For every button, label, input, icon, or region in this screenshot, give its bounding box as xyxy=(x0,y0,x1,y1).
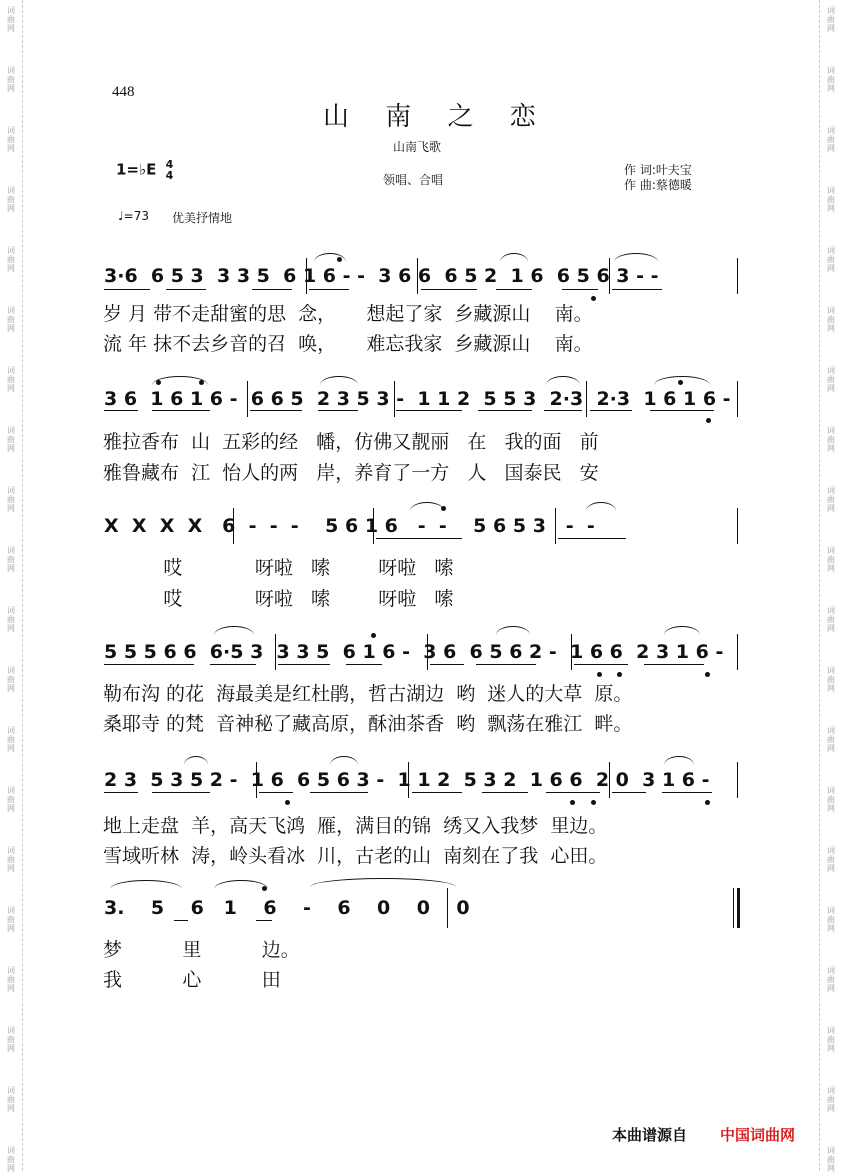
source-label: 本曲谱源自 xyxy=(612,1126,688,1144)
slur xyxy=(310,878,456,887)
song-subtitle: 山南飞歌 xyxy=(393,140,442,154)
slur xyxy=(110,880,182,889)
beam xyxy=(259,792,293,793)
beam xyxy=(256,920,272,921)
watermark-text: 词 曲 网 xyxy=(827,546,835,573)
notation-row-5: 2 3 5 3 5 2 - 1 6 6 5 6 3 - 1 1 2 5 3 2 1 6 6 2 0 3 1 6 - xyxy=(104,769,710,791)
beam xyxy=(346,664,382,665)
watermark-text: 词 曲 网 xyxy=(827,1146,835,1173)
watermark-text: 词 曲 网 xyxy=(7,726,15,753)
barline xyxy=(427,634,428,670)
beam xyxy=(309,289,349,290)
octave-dot xyxy=(262,886,267,891)
song-title: 山 南 之 恋 xyxy=(323,102,550,132)
watermark-text: 词 曲 网 xyxy=(7,186,15,213)
notation-row-2: 3 6 1 6 1 6 - 6 6 5 2 3 5 3 - 1 1 2 5 5 3 2·3 2·3 1 6 1 6 - xyxy=(104,388,731,410)
left-watermark-strip xyxy=(0,0,23,1171)
slur xyxy=(320,376,358,385)
watermark-text: 词 曲 网 xyxy=(827,366,835,393)
watermark-text: 词 曲 网 xyxy=(7,606,15,633)
beam xyxy=(318,410,358,411)
final-barline-thick xyxy=(737,888,740,928)
beam xyxy=(546,792,600,793)
lyric-row-4-verse-2: 桑耶寺 的梵 音神秘了藏高原，酥油茶香 哟 飘荡在雅江 畔。 xyxy=(103,713,633,735)
watermark-text: 词 曲 网 xyxy=(827,906,835,933)
lyric-row-5-verse-1: 地上走盘 羊，高天飞鸿 雁，满目的锦 绣又入我梦 里边。 xyxy=(103,815,608,837)
watermark-text: 词 曲 网 xyxy=(7,666,15,693)
barline xyxy=(737,381,738,417)
lyric-row-6-verse-1: 梦 里 边。 xyxy=(103,939,300,961)
octave-dot xyxy=(617,672,622,677)
watermark-text: 词 曲 网 xyxy=(827,306,835,333)
barline xyxy=(247,381,248,417)
key-label: 1=♭E xyxy=(116,160,157,179)
credits xyxy=(624,163,692,193)
lyric-row-6-verse-2: 我 心 田 xyxy=(103,969,281,991)
barline xyxy=(737,762,738,798)
beam xyxy=(174,920,188,921)
barline xyxy=(586,381,587,417)
lyric-row-3-verse-1: 哎 呀啦 嗦 呀啦 嗦 xyxy=(103,557,454,579)
beam xyxy=(421,289,477,290)
beam xyxy=(396,410,462,411)
octave-dot xyxy=(156,380,161,385)
beam xyxy=(310,792,368,793)
barline xyxy=(555,508,556,544)
watermark-text: 词 曲 网 xyxy=(827,846,835,873)
barline xyxy=(275,634,276,670)
composer-credit: 作 曲:蔡德暖 xyxy=(624,178,692,192)
lyric-row-2-verse-1: 雅拉香布 山 五彩的经 幡，仿佛又靓丽 在 我的面 前 xyxy=(103,431,599,453)
watermark-text: 词 曲 网 xyxy=(827,726,835,753)
octave-dot xyxy=(570,800,575,805)
slur xyxy=(184,756,208,765)
watermark-text: 词 曲 网 xyxy=(7,66,15,93)
performance-form: 领唱、合唱 xyxy=(383,173,444,187)
beam xyxy=(104,664,194,665)
watermark-text: 词 曲 网 xyxy=(827,486,835,513)
slur xyxy=(546,376,580,385)
lyric-row-4-verse-1: 勒布沟 的花 海最美是红杜鹃，哲古湖边 哟 迷人的大草 原。 xyxy=(103,683,633,705)
watermark-text: 词 曲 网 xyxy=(827,126,835,153)
key-signature xyxy=(116,159,173,181)
octave-dot xyxy=(371,633,376,638)
beam xyxy=(574,664,628,665)
octave-dot xyxy=(705,672,710,677)
beam xyxy=(558,538,626,539)
watermark-text: 词 曲 网 xyxy=(7,546,15,573)
watermark-text: 词 曲 网 xyxy=(7,366,15,393)
octave-dot xyxy=(705,800,710,805)
slur xyxy=(664,626,700,635)
barline xyxy=(256,762,257,798)
notation-row-4: 5 5 5 6 6 6·5 3 3 3 5 6 1 6 - 3 6 6 5 6 2 - 1 6 6 2 3 1 6 - xyxy=(104,641,724,663)
barline xyxy=(373,508,374,544)
beam xyxy=(376,538,462,539)
watermark-text: 词 曲 网 xyxy=(827,246,835,273)
slur xyxy=(410,502,444,511)
beam xyxy=(612,289,662,290)
watermark-text: 词 曲 网 xyxy=(827,66,835,93)
watermark-text: 词 曲 网 xyxy=(7,906,15,933)
beam xyxy=(544,410,582,411)
watermark-text: 词 曲 网 xyxy=(7,1146,15,1173)
slur xyxy=(330,756,358,765)
beam xyxy=(104,289,150,290)
slur xyxy=(664,756,694,765)
watermark-text: 词 曲 网 xyxy=(7,1026,15,1053)
watermark-text: 词 曲 网 xyxy=(7,306,15,333)
beam xyxy=(612,792,646,793)
beam xyxy=(152,410,210,411)
slur xyxy=(614,253,658,262)
octave-dot xyxy=(597,672,602,677)
octave-dot xyxy=(285,800,290,805)
barline xyxy=(737,508,738,544)
watermark-text: 词 曲 网 xyxy=(7,786,15,813)
time-signature xyxy=(166,159,174,181)
watermark-text: 词 曲 网 xyxy=(827,606,835,633)
watermark-text: 词 曲 网 xyxy=(7,1086,15,1113)
barline xyxy=(609,762,610,798)
watermark-text: 词 曲 网 xyxy=(7,426,15,453)
watermark-text: 词 曲 网 xyxy=(7,126,15,153)
slur xyxy=(214,626,254,635)
barline xyxy=(571,634,572,670)
notation-row-1: 3·6 6 5 3 3 3 5 6 1 6 - - 3 6 6 6 5 2 1 6 6 5 6 3 - - xyxy=(104,265,659,287)
octave-dot xyxy=(337,257,342,262)
octave-dot xyxy=(706,418,711,423)
slur xyxy=(496,626,530,635)
watermark-text: 词 曲 网 xyxy=(827,1086,835,1113)
beam xyxy=(590,410,632,411)
watermark-text: 词 曲 网 xyxy=(7,966,15,993)
watermark-text: 词 曲 网 xyxy=(827,1026,835,1053)
watermark-text: 词 曲 网 xyxy=(827,966,835,993)
barline xyxy=(306,258,307,294)
slur xyxy=(586,502,616,511)
barline xyxy=(737,258,738,294)
barline xyxy=(447,888,448,928)
notation-row-3: X X X X 6 - - - 5 6 1 6 - - 5 6 5 3 - - xyxy=(104,515,595,537)
beam xyxy=(152,792,210,793)
right-watermark-strip xyxy=(819,0,842,1171)
lyricist-credit: 作 词:叶夫宝 xyxy=(624,163,692,177)
watermark-text: 词 曲 网 xyxy=(827,426,835,453)
lyric-row-3-verse-2: 哎 呀啦 嗦 呀啦 嗦 xyxy=(103,588,454,610)
watermark-text: 词 曲 网 xyxy=(827,186,835,213)
slur xyxy=(214,880,268,889)
barline xyxy=(408,762,409,798)
barline xyxy=(394,381,395,417)
octave-dot xyxy=(591,800,596,805)
barline xyxy=(609,258,610,294)
lyric-row-2-verse-2: 雅鲁藏布 江 怡人的两 岸，养育了一方 人 国泰民 安 xyxy=(103,462,599,484)
octave-dot xyxy=(441,506,446,511)
page-number: 448 xyxy=(112,84,135,100)
expression-mark: 优美抒情地 xyxy=(172,211,233,225)
octave-dot xyxy=(591,296,596,301)
beam xyxy=(644,664,704,665)
time-sig-top: 4 xyxy=(165,158,174,171)
beam xyxy=(278,664,330,665)
watermark-text: 词 曲 网 xyxy=(7,6,15,33)
beam xyxy=(430,664,464,665)
beam xyxy=(496,289,532,290)
beam xyxy=(104,792,138,793)
barline xyxy=(737,634,738,670)
watermark-text: 词 曲 网 xyxy=(827,6,835,33)
watermark-text: 词 曲 网 xyxy=(7,246,15,273)
final-barline-thin xyxy=(733,888,734,928)
notation-row-6: 3. 5 6 1 6 - 6 0 0 0 xyxy=(104,897,470,919)
beam xyxy=(650,410,714,411)
beam xyxy=(476,664,536,665)
beam xyxy=(252,289,292,290)
watermark-text: 词 曲 网 xyxy=(827,666,835,693)
octave-dot xyxy=(678,380,683,385)
tempo-mark: ♩=73 xyxy=(118,209,149,223)
lyric-row-1-verse-1: 岁 月 带不走甜蜜的思 念， 想起了家 乡藏源山 南。 xyxy=(103,303,593,325)
lyric-row-5-verse-2: 雪域听林 涛，岭头看冰 川，古老的山 南刻在了我 心田。 xyxy=(103,845,608,867)
beam xyxy=(250,410,302,411)
octave-dot xyxy=(199,380,204,385)
lyric-row-1-verse-2: 流 年 抹不去乡音的召 唤， 难忘我家 乡藏源山 南。 xyxy=(103,333,593,355)
barline xyxy=(233,508,234,544)
beam xyxy=(562,289,598,290)
time-sig-bottom: 4 xyxy=(165,169,174,182)
watermark-text: 词 曲 网 xyxy=(827,786,835,813)
watermark-text: 词 曲 网 xyxy=(7,486,15,513)
barline xyxy=(417,258,418,294)
slur xyxy=(500,253,528,262)
beam xyxy=(166,289,206,290)
beam xyxy=(412,792,462,793)
site-link[interactable]: 中国词曲网 xyxy=(720,1126,796,1144)
beam xyxy=(478,410,532,411)
beam xyxy=(210,664,256,665)
beam xyxy=(482,792,528,793)
beam xyxy=(104,410,138,411)
watermark-text: 词 曲 网 xyxy=(7,846,15,873)
beam xyxy=(662,792,712,793)
